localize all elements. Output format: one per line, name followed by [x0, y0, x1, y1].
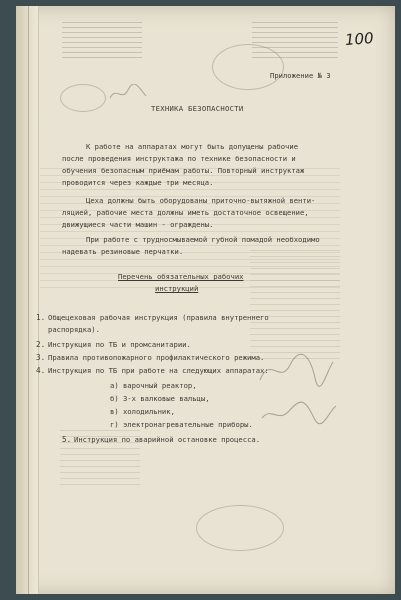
- list-item: Правила противопожарного профилактического режима.: [48, 353, 265, 362]
- page-number: 100: [344, 29, 375, 49]
- paragraph-line: При работе с трудносмываемой губной помадой необходимо: [86, 235, 320, 244]
- list-item: Инструкция по ТБ и промсанитарии.: [48, 340, 191, 349]
- paragraph-line: движущиеся части машин - ограждены.: [62, 220, 214, 229]
- signature-mark: [258, 398, 338, 428]
- sub-item: в) холодильник,: [110, 407, 175, 416]
- paragraph-line: К работе на аппаратах могут быть допущены рабочие: [86, 142, 299, 151]
- stamp-mark: [60, 84, 106, 112]
- list-item: Инструкция по ТБ при работе на следующих аппаратах:: [48, 366, 269, 375]
- paragraph-line: надевать резиновые перчатки.: [62, 247, 184, 256]
- list-item: Общецеховая рабочая инструкция (правила внутреннего: [48, 313, 269, 322]
- list-number: 2.: [36, 340, 46, 349]
- list-number: 5.: [62, 435, 72, 444]
- appendix-label: Приложение № 3: [270, 71, 331, 80]
- list-number: 3.: [36, 353, 46, 362]
- stamp-mark: [212, 44, 284, 90]
- list-item: распорядка).: [48, 325, 100, 334]
- signature-mark: [108, 84, 148, 104]
- list-number: 1.: [36, 313, 46, 322]
- list-item: Инструкция по аварийной остановке процесса.: [74, 435, 261, 444]
- document-title: ТЕХНИКА БЕЗОПАСНОСТИ: [151, 104, 244, 113]
- stamp-mark: [196, 505, 284, 551]
- binding-spine: [16, 6, 39, 594]
- paragraph-line: после проведения инструктажа по технике безопасности и: [62, 154, 296, 163]
- list-heading: инструкций: [155, 284, 199, 293]
- paragraph-line: Цеха должны быть оборудованы приточно-вытяжной венти-: [86, 196, 316, 205]
- list-number: 4.: [36, 366, 46, 375]
- paragraph-line: обучения безопасным приёмам работы. Повторный инструктаж: [62, 166, 305, 175]
- sub-item: а) варочный реактор,: [110, 381, 197, 390]
- sub-item: г) электронагревательные приборы.: [110, 420, 253, 429]
- paragraph-line: ляцией, рабочие места должны иметь достаточное освещение,: [62, 208, 309, 217]
- paragraph-line: проводится через каждые три месяца.: [62, 178, 214, 187]
- sub-item: б) 3-х валковые вальцы,: [110, 394, 210, 403]
- list-heading: Перечень обязательных рабочих: [118, 272, 244, 281]
